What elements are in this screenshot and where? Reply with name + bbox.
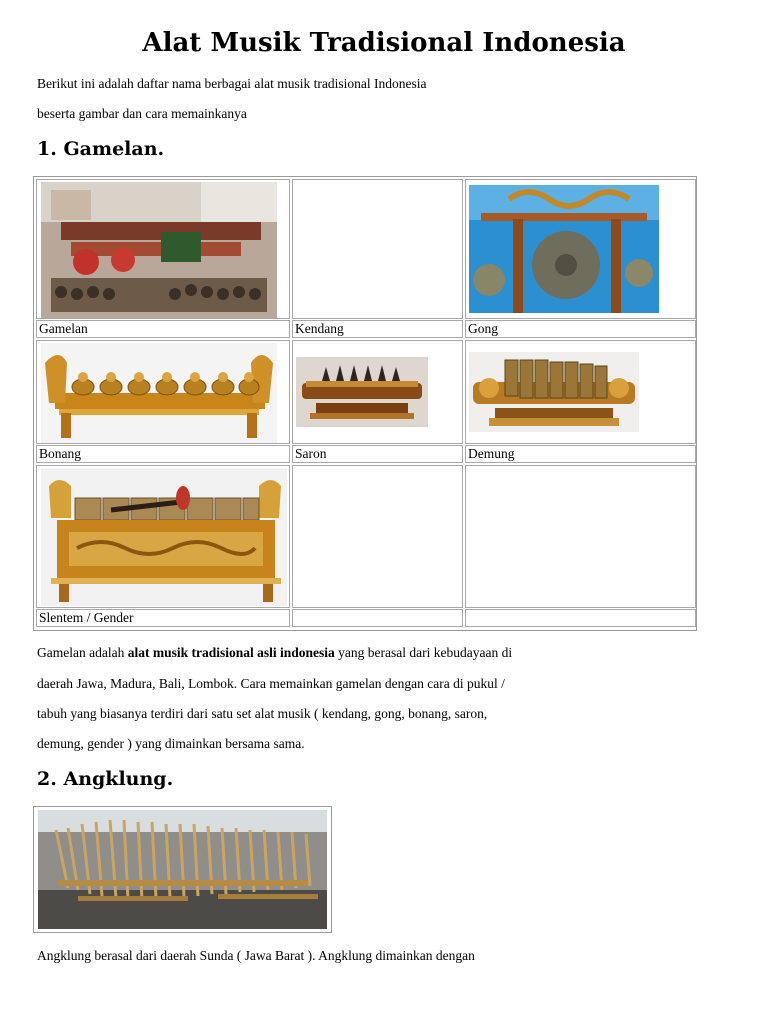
table-cell-gamelan-image (36, 179, 290, 319)
caption-saron: Saron (292, 445, 463, 463)
table-cell-slentem-image (36, 465, 290, 608)
caption-kendang: Kendang (292, 320, 463, 338)
angklung-image (38, 810, 327, 929)
table-cell-empty-1 (292, 465, 463, 608)
table-cell-bonang-image (36, 340, 290, 444)
table-cell-gong-image (465, 179, 696, 319)
section-heading-gamelan: 1. Gamelan. (37, 138, 165, 160)
gamelan-paragraph-line-1: Gamelan adalah alat musik tradisional asli indonesia yang berasal dari kebudayaan di (37, 645, 513, 660)
gamelan-paragraph-line-4: demung, gender ) yang dimainkan bersama sama. (37, 736, 305, 751)
caption-bonang: Bonang (36, 445, 290, 463)
intro-line-2: beserta gambar dan cara memainkanya (37, 106, 247, 121)
caption-gong: Gong (465, 320, 696, 338)
caption-empty-2 (465, 609, 696, 627)
table-cell-empty-2 (465, 465, 696, 608)
intro-line-1: Berikut ini adalah daftar nama berbagai alat musik tradisional Indonesia (37, 76, 427, 91)
caption-demung: Demung (465, 445, 696, 463)
gamelan-bold-phrase: alat musik tradisional asli indonesia (127, 645, 335, 660)
caption-slentem-gender: Slentem / Gender (36, 609, 290, 627)
demung-image (469, 352, 639, 432)
gong-image (469, 185, 659, 313)
gamelan-paragraph-line-2: daerah Jawa, Madura, Bali, Lombok. Cara memainkan gamelan dengan cara di pukul / (37, 676, 505, 691)
caption-gamelan: Gamelan (36, 320, 290, 338)
section-heading-angklung: 2. Angklung. (37, 768, 174, 790)
saron-image (296, 357, 428, 427)
angklung-image-frame (33, 806, 332, 933)
page-title: Alat Musik Tradisional Indonesia (142, 28, 626, 58)
table-cell-demung-image (465, 340, 696, 444)
instrument-table (33, 176, 697, 631)
caption-empty-1 (292, 609, 463, 627)
bonang-image (41, 343, 277, 443)
gamelan-ensemble-image (41, 182, 277, 318)
gamelan-paragraph-line-3: tabuh yang biasanya terdiri dari satu set alat musik ( kendang, gong, bonang, saron, (37, 706, 488, 721)
slentem-gender-image (41, 468, 287, 606)
angklung-paragraph-line-1: Angklung berasal dari daerah Sunda ( Jawa Barat ). Angklung dimainkan dengan (37, 948, 475, 963)
table-cell-kendang-image (292, 179, 463, 319)
table-cell-saron-image (292, 340, 463, 444)
